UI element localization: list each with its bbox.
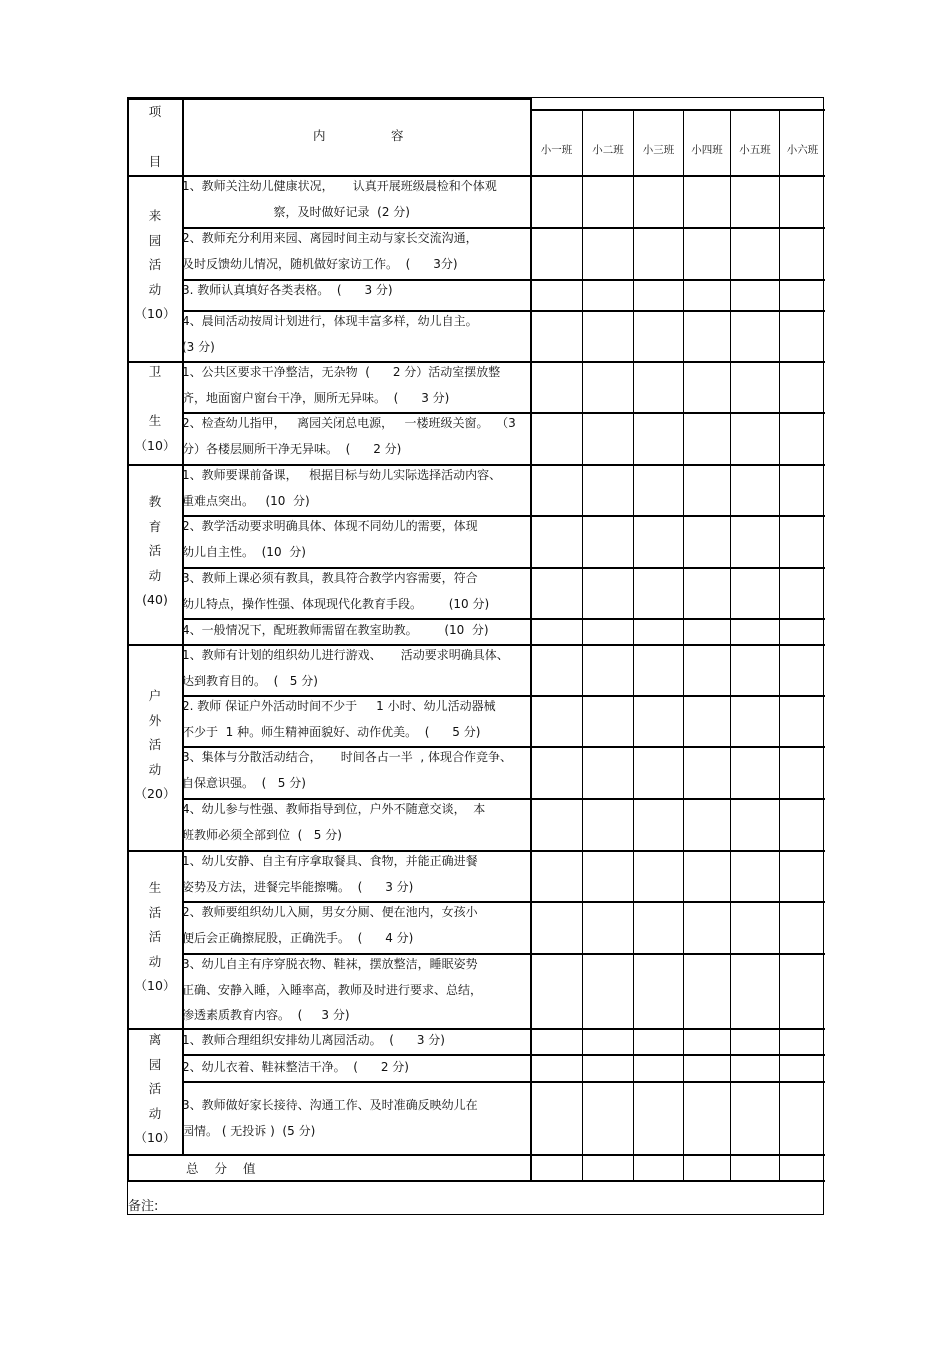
item-text: 4、幼儿参与性强、教师指导到位，户外不随意交谈， 本 班教师必须全部到位 ( 5 分)	[182, 802, 486, 842]
rule	[633, 109, 634, 1181]
item-text: 2、教学活动要求明确具体、体现不同幼儿的需要，体现 幼儿自主性。 (10 分)	[182, 519, 478, 559]
header-project-top: 项	[148, 104, 162, 119]
rule	[128, 1180, 825, 1182]
total-score-label: 总 分 值	[186, 1161, 262, 1176]
rule	[779, 109, 780, 1181]
section-label: 户 外 活 动 （20）	[134, 688, 176, 801]
item-text: 2、教师要组织幼儿入厕，男女分厕、便在池内，女孩小 便后会正确擦屁股，正确洗手。 ( 4 分)	[182, 905, 478, 945]
item-text: 3、教师上课必须有教具，教具符合教学内容需要，符合 幼儿特点，操作性强、体现现代化教育手段。 (10 分)	[182, 571, 490, 611]
item-text: 3、幼儿自主有序穿脱衣物、鞋袜，摆放整洁，睡眠姿势 正确、安静入睡，入睡率高，教师及时进行要求、总结， 渗透素质教育内容。 ( 3 分)	[182, 957, 483, 1022]
class-header: 小五班	[739, 144, 771, 156]
section-label: 生 活 活 动 （10）	[134, 880, 176, 993]
evaluation-table	[127, 97, 824, 1215]
rule	[182, 1081, 825, 1083]
rule	[582, 109, 583, 1181]
class-header: 小三班	[642, 144, 675, 156]
item-text: 1、幼儿安静、自主有序拿取餐具、食物，并能正确进餐 姿势及方法，进餐完毕能擦嘴。 ( 3 分)	[182, 854, 478, 894]
class-header: 小一班	[540, 144, 573, 156]
rule	[683, 109, 684, 1181]
item-text: 2、教师充分利用来园、离园时间主动与家长交流沟通， 及时反馈幼儿情况，随机做好家访工作。 ( 3分)	[182, 231, 478, 271]
section-label: 来 园 活 动 （10）	[134, 208, 176, 321]
item-text: 1、教师合理组织安排幼儿离园活动。 ( 3 分)	[182, 1033, 445, 1047]
item-text: 4、一般情况下，配班教师需留在教室助教。 (10 分)	[182, 623, 489, 637]
item-text: 1、公共区要求干净整洁，无杂物 ( 2 分）活动室摆放整 齐，地面窗户窗台干净，厕所无异味。 ( 3 分)	[182, 365, 501, 405]
item-text: 3、集体与分散活动结合， 时间各占一半 , 体现合作竞争、 自保意识强。 ( 5 分)	[182, 750, 512, 790]
rule	[531, 109, 825, 111]
item-text: 1、教师关注幼儿健康状况， 认真开展班级晨检和个体观 察，及时做好记录 (2 分)	[182, 179, 497, 219]
rule	[730, 109, 731, 1181]
item-text: 1、教师有计划的组织幼儿进行游戏、 活动要求明确具体、 达到教育目的。 ( 5 分)	[182, 648, 509, 688]
class-header: 小六班	[786, 144, 819, 156]
item-text: 1、教师要课前备课， 根据目标与幼儿实际选择活动内容、 重难点突出。 (10 分)	[182, 468, 502, 508]
item-text: 4、晨间活动按周计划进行，体现丰富多样，幼儿自主。 (3 分)	[182, 314, 478, 354]
header-content-right: 容	[391, 128, 404, 143]
section-label: 离 园 活 动 （10）	[134, 1032, 176, 1145]
rule	[128, 1154, 825, 1156]
item-text: 3. 教师认真填好各类表格。 ( 3 分)	[182, 283, 393, 297]
item-text: 2、检查幼儿指甲， 离园关闭总电源， 一楼班级关窗。 （3 分）各楼层厕所干净无异味。 ( 2 分)	[182, 416, 516, 456]
item-text: 2. 教师 保证户外活动时间不少于 1 小时、幼儿活动器械 不少于 1 种。师生精神面貌好、动作优美。 ( 5 分)	[182, 699, 496, 739]
item-text: 2、幼儿衣着、鞋袜整洁干净。 ( 2 分)	[182, 1060, 409, 1074]
item-text: 3、教师做好家长接待、沟通工作、及时准确反映幼儿在 园情。 ( 无投诉 ) (5 分)	[182, 1098, 478, 1138]
class-header: 小四班	[691, 144, 723, 156]
section-label: 教 育 活 动 (40)	[142, 494, 168, 607]
class-header: 小二班	[592, 144, 624, 156]
rule	[128, 98, 531, 100]
section-label: 卫 生 （10）	[134, 364, 176, 453]
header-project-bottom: 目	[148, 154, 162, 169]
header-content-left: 内	[313, 128, 326, 143]
remarks-label: 备注:	[128, 1199, 159, 1214]
